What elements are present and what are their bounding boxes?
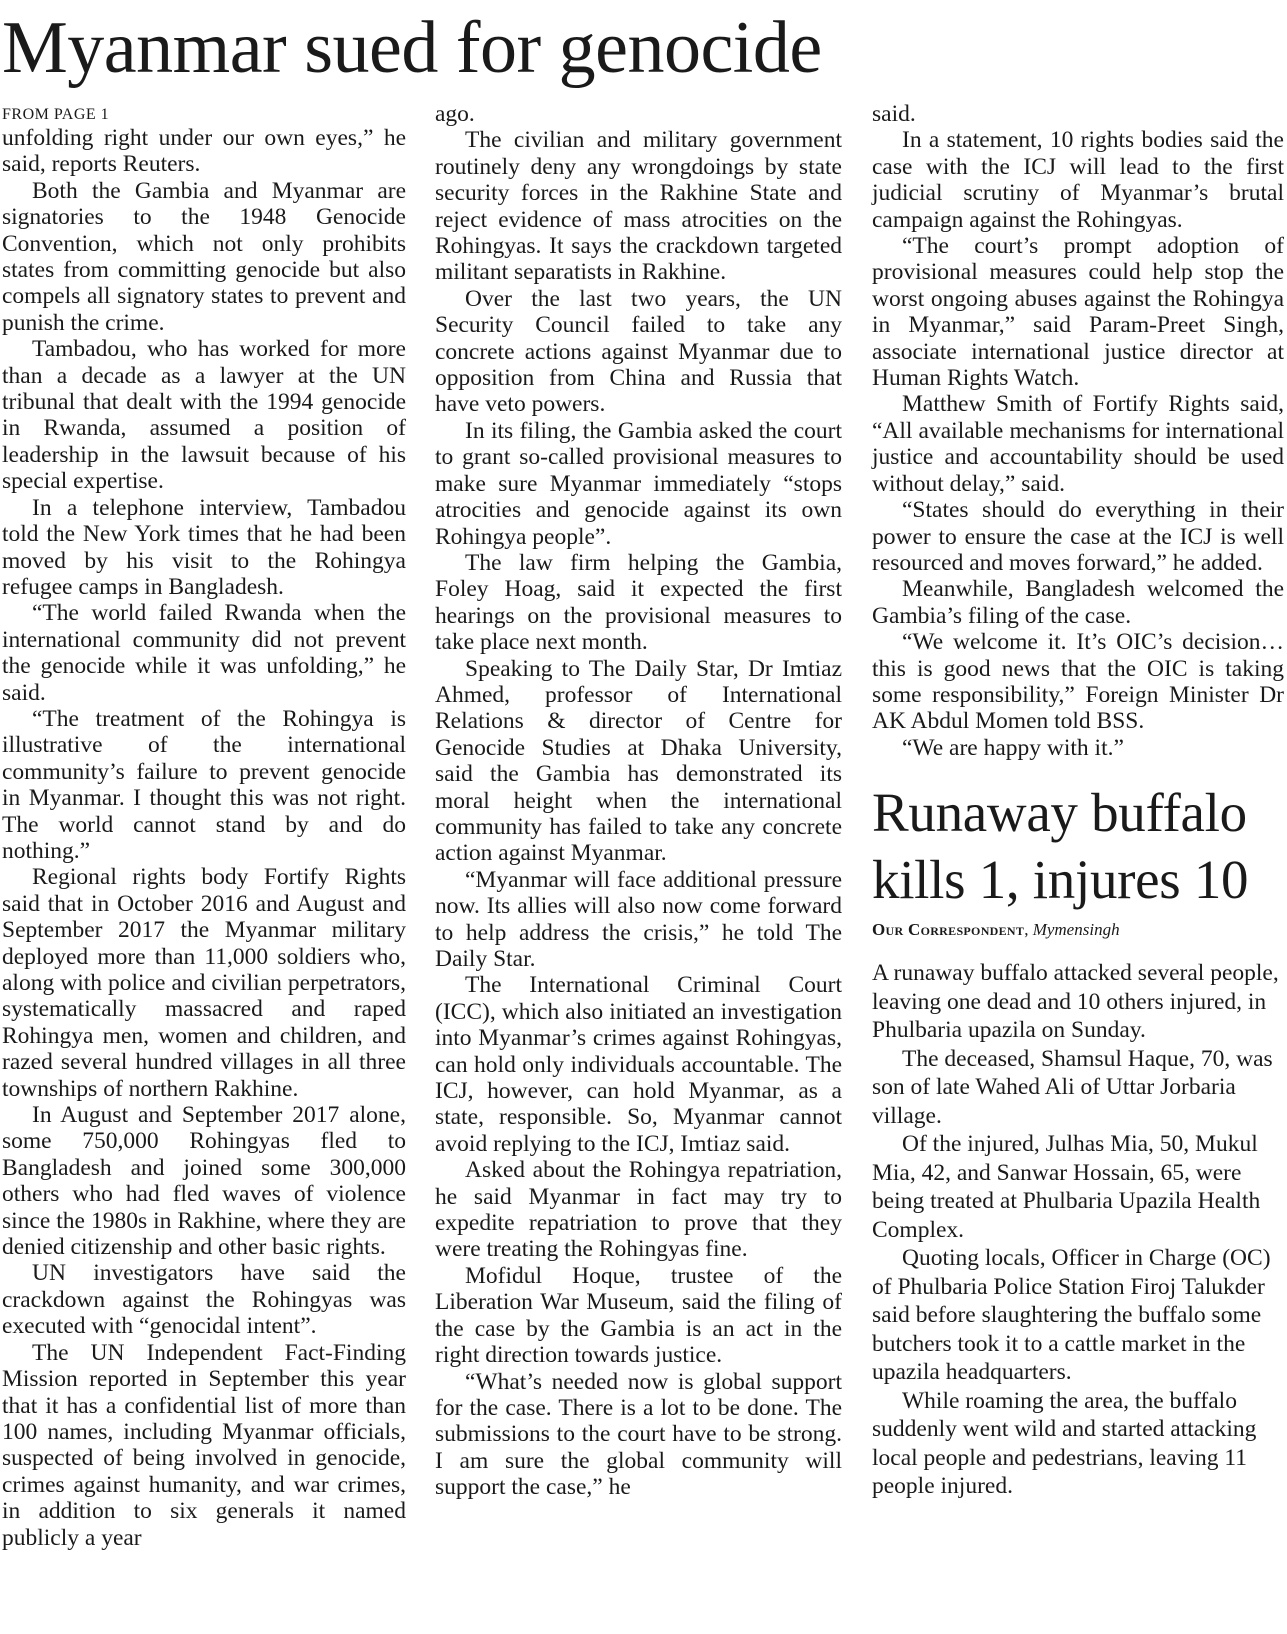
paragraph: In its filing, the Gambia asked the court to grant so-called provisional measures to make sure Myanmar immediately “stops atrocities and genocide against its own Rohingya people”.	[435, 417, 842, 550]
paragraph: In a telephone interview, Tambadou told the New York times that he had been moved by his visit to the Rohingya refugee camps in Bangladesh.	[2, 494, 406, 600]
paragraph: The law firm helping the Gambia, Foley Hoag, said it expected the first hearings on the provisional measures to take place next month.	[435, 549, 842, 656]
paragraph: While roaming the area, the buffalo suddenly went wild and started attacking local people and pedestrians, leaving 11 people injured.	[872, 1387, 1257, 1500]
paragraph: The International Criminal Court (ICC), which also initiated an investigation into Myanmar’s crimes against Rohingyas, can hold only individuals accountable. The ICJ, however, can hold Myanmar, as a state, responsible. So, Myanmar cannot avoid replying to the ICJ, Imtiaz said.	[435, 972, 842, 1157]
paragraph: Regional rights body Fortify Rights said that in October 2016 and August and September 2017 the Myanmar military deployed more than 11,000 soldiers who, along with police and civilian perpetrators, systematically massacred and raped Rohingya men, women and children, and razed several hundred villages in all three townships of northern Rakhine.	[2, 864, 406, 1102]
paragraph: “Myanmar will face additional pressure now. Its allies will also now come forward to help address the crisis,” he told The Daily Star.	[435, 866, 842, 972]
jump-label: FROM PAGE 1	[2, 106, 110, 123]
byline-name: Our Correspondent	[872, 920, 1025, 940]
byline-place: Mymensingh	[1032, 920, 1120, 940]
paragraph: The civilian and military government routinely deny any wrongdoings by state security forces in the Rakhine State and reject evidence of mass atrocities on the Rohingyas. It says the crackdown targeted militant separatists in Rakhine.	[435, 127, 842, 286]
paragraph: unfolding right under our own eyes,” he said, reports Reuters.	[2, 125, 406, 178]
paragraph: “What’s needed now is global support for the case. There is a lot to be done. The submissions to the court have to be strong. I am sure the global community will support the case,” he	[435, 1368, 842, 1501]
paragraph: “We are happy with it.”	[902, 734, 1124, 761]
paragraph: A runaway buffalo attacked several people, leaving one dead and 10 others injured, in Phulbaria upazila on Sunday.	[872, 960, 1279, 1044]
paragraph: Speaking to The Daily Star, Dr Imtiaz Ahmed, professor of International Relations & director of Centre for Genocide Studies at Dhaka University, said the Gambia has demonstrated its moral height when the international community has failed to take any concrete action against Myanmar.	[435, 655, 842, 867]
paragraph: Both the Gambia and Myanmar are signatories to the 1948 Genocide Convention, which not only prohibits states from committing genocide but also compels all signatory states to prevent and punish the crime.	[2, 177, 406, 336]
second-story	[872, 779, 1284, 1501]
paragraph: Of the injured, Julhas Mia, 50, Mukul Mia, 42, and Sanwar Hossain, 65, were being treated at Phulbaria Upazila Health Complex.	[872, 1131, 1261, 1243]
byline	[872, 919, 1284, 941]
paragraph: “The treatment of the Rohingya is illustrative of the international community’s failure to prevent genocide in Myanmar. I thought this was not right. The world cannot stand by and do nothing.”	[2, 705, 406, 864]
paragraph: The deceased, Shamsul Haque, 70, was son of late Wahed Ali of Uttar Jorbaria village.	[872, 1045, 1273, 1129]
paragraph: Quoting locals, Officer in Charge (OC) of Phulbaria Police Station Firoj Talukder said before slaughtering the buffalo some butchers took it to a cattle market in the upazila headquarters.	[872, 1245, 1271, 1386]
paragraph: ago.	[435, 101, 475, 127]
main-headline: Myanmar sued for genocide	[2, 7, 822, 89]
paragraph: In a statement, 10 rights bodies said the case with the ICJ will lead to the first judicial scrutiny of Myanmar’s brutal campaign against the Rohingyas.	[872, 127, 1284, 233]
paragraph: The UN Independent Fact-Finding Mission reported in September this year that it has a confidential list of more than 100 names, including Myanmar officials, suspected of being involved in genocide, crimes against humanity, and war crimes, in addition to six generals it named publicly a year	[2, 1339, 406, 1551]
paragraph: UN investigators have said the crackdown against the Rohingyas was executed with “genocidal intent”.	[2, 1260, 406, 1340]
article-column-1	[2, 101, 406, 1551]
paragraph: Tambadou, who has worked for more than a decade as a lawyer at the UN tribunal that dealt with the 1994 genocide in Rwanda, assumed a position of leadership in the lawsuit because of his special expertise.	[2, 336, 406, 495]
paragraph: Over the last two years, the UN Security Council failed to take any concrete actions against Myanmar due to opposition from China and Russia that have veto powers.	[435, 285, 842, 418]
paragraph: Meanwhile, Bangladesh welcomed the Gambia’s filing of the case.	[872, 576, 1284, 629]
paragraph: Mofidul Hoque, trustee of the Liberation War Museum, said the filing of the case by the Gambia is an act in the right direction towards justice.	[435, 1262, 842, 1369]
paragraph: In August and September 2017 alone, some 750,000 Rohingyas fled to Bangladesh and joined some 300,000 others who had fled waves of violence since the 1980s in Rakhine, where they are denied citizenship and other basic rights.	[2, 1102, 406, 1261]
paragraph: said.	[872, 101, 916, 127]
paragraph: “We welcome it. It’s OIC’s decision… this is good news that the OIC is taking some responsibility,” Foreign Minister Dr AK Abdul Momen told BSS.	[872, 629, 1284, 735]
byline-separator: ,	[1024, 920, 1033, 940]
paragraph: Asked about the Rohingya repatriation, he said Myanmar in fact may try to expedite repatriation to prove that they were treating the Rohingyas fine.	[435, 1157, 842, 1263]
article-column-3	[872, 101, 1284, 1501]
paragraph: “The world failed Rwanda when the international community did not prevent the genocide while it was unfolding,” he said.	[2, 600, 406, 706]
article-column-2	[435, 101, 842, 1501]
paragraph: “The court’s prompt adoption of provisional measures could help stop the worst ongoing abuses against the Rohingya in Myanmar,” said Param-Preet Singh, associate international justice director at Human Rights Watch.	[872, 233, 1284, 392]
paragraph: Matthew Smith of Fortify Rights said, “All available mechanisms for international justice and accountability should be used without delay,” said.	[872, 391, 1284, 497]
paragraph: “States should do everything in their power to ensure the case at the ICJ is well resourced and moves forward,” he added.	[872, 497, 1284, 576]
second-headline: Runaway buffalo kills 1, injures 10	[872, 782, 1249, 911]
